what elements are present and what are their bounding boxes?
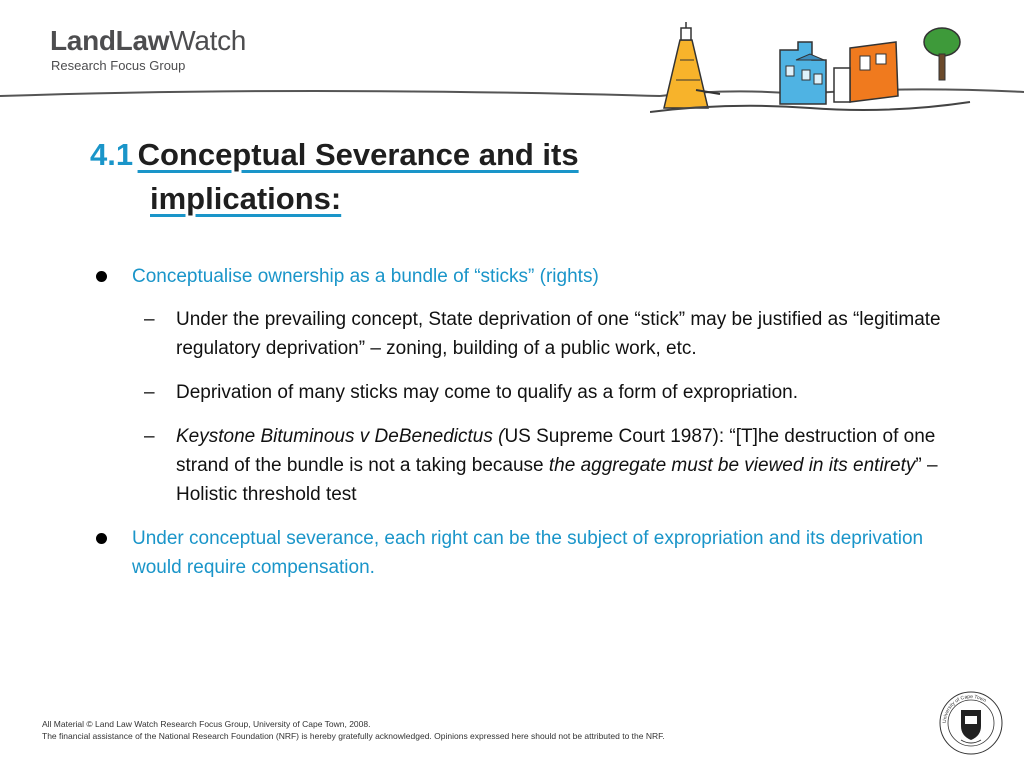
slide-body (96, 262, 966, 582)
sub-bullet-item (144, 378, 966, 407)
bullet-item (96, 524, 966, 582)
slide-header (0, 0, 1024, 110)
quote-text: US Supreme Court 1987): “[T]he destruction of one strand of the bundle is not a taking because (176, 426, 936, 476)
brand-logo (50, 24, 246, 73)
sub-bullet-dash: – (144, 382, 155, 403)
sub-bullet-item (144, 305, 966, 363)
sub-bullet-list (144, 305, 966, 509)
sub-bullet-text: Under the prevailing concept, State deprivation of one “stick” may be justified as “legitimate regulatory deprivation” – zoning, building of a public work, etc. (176, 309, 941, 359)
sub-bullet-text (176, 426, 938, 505)
title-line-1: Conceptual Severance and its (137, 137, 579, 172)
bullet-dot-icon (96, 533, 107, 544)
case-name: Keystone Bituminous v DeBenedictus ( (176, 426, 505, 447)
seal-text: University of Cape Town (941, 693, 988, 724)
title-line-2: implications: (150, 181, 342, 216)
bullet-text: Conceptualise ownership as a bundle of “sticks” (rights) (132, 266, 599, 287)
footer-acknowledgement: The financial assistance of the National Research Foundation (NRF) is hereby gratefully acknowledged. Opinions expressed here should not be attributed to the NRF. (42, 731, 665, 741)
university-seal-icon (938, 690, 1004, 756)
orange-house-icon (834, 42, 898, 102)
sub-bullet-item (144, 422, 966, 509)
bullet-dot-icon (96, 271, 107, 282)
section-number: 4.1 (90, 137, 134, 172)
brand-subtitle: Research Focus Group (51, 58, 186, 73)
slide-title (90, 133, 790, 221)
tree-icon (924, 28, 960, 80)
sub-bullet-dash: – (144, 426, 155, 447)
sub-bullet-dash: – (144, 309, 155, 330)
brand-name-bold: LandLaw (50, 25, 170, 56)
bullet-item (96, 262, 966, 291)
brand-name (50, 24, 246, 58)
slide-footer (42, 718, 665, 742)
quote-end: ” – Holistic threshold test (176, 455, 938, 505)
quote-emphasis: the aggregate must be viewed in its entirety (548, 455, 916, 476)
sub-bullet-text: Deprivation of many sticks may come to qualify as a form of expropriation. (176, 382, 798, 403)
tower-icon (664, 22, 720, 108)
brand-name-light: Watch (169, 25, 247, 56)
town-skyline-illustration (650, 20, 980, 120)
blue-buildings-icon (780, 42, 826, 104)
footer-copyright: All Material © Land Law Watch Research Focus Group, University of Cape Town, 2008. (42, 719, 371, 729)
bullet-text: Under conceptual severance, each right can be the subject of expropriation and its deprivation would require compensation. (132, 528, 924, 578)
